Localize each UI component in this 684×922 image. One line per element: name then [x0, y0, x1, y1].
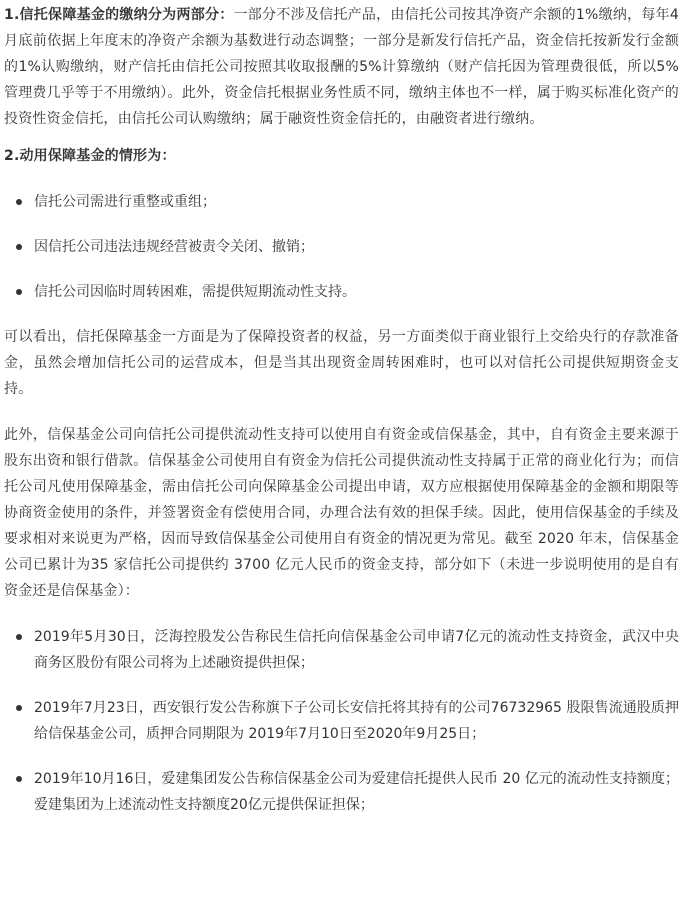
section2-heading: 2.动用保障基金的情形为：: [4, 148, 176, 164]
bullet-dot-icon: [16, 199, 22, 205]
paragraph-summary: 可以看出，信托保障基金一方面是为了保障投资者的权益，另一方面类似于商业银行上交给央行的存款准备金，虽然会增加信托公司的运营成本，但是当其出现资金周转困难时，也可以对信托公司提供短期资金支持。: [4, 329, 679, 397]
list-item: 信托公司因临时周转困难，需提供短期流动性支持。: [12, 279, 679, 305]
bullet-dot-icon: [16, 244, 22, 250]
bullet-dot-icon: [16, 289, 22, 295]
cases-list: [4, 624, 679, 818]
bullet-dot-icon: [16, 705, 22, 711]
list-item: 2019年7月23日，西安银行发公告称旗下子公司长安信托将其持有的公司76732965 股限售流通股质押给信保基金公司，质押合同期限为 2019年7月10日至2020年9月25日；: [12, 695, 679, 747]
section1-paragraph: [4, 2, 679, 132]
paragraph-liquidity-support: 此外，信保基金公司向信托公司提供流动性支持可以使用自有资金或信保基金，其中，自有资金主要来源于股东出资和银行借款。信保基金公司使用自有资金为信托公司提供流动性支持属于正常的商业化行为；而信托公司凡使用保障基金，需由信托公司向保障基金公司提出申请，双方应根据使用保障基金的金额和期限等协商资金使用的条件，并签署资金有偿使用合同，办理合法有效的担保手续。因此，使用信保基金的手续及要求相对来说更为严格，因而导致信保基金公司使用自有资金的情况更为常见。截至 2020 年末，信保基金公司已累计为35 家信托公司提供约 3700 亿元人民币的资金支持，部分如下（未进一步说明使用的是自有资金还是信保基金）：: [4, 427, 679, 599]
bullet-dot-icon: [16, 776, 22, 782]
list-item: 2019年10月16日，爱建集团发公告称信保基金公司为爱建信托提供人民币 20 亿元的流动性支持额度；爱建集团为上述流动性支持额度20亿元提供保证担保；: [12, 766, 679, 818]
list-item: 2019年5月30日，泛海控股发公告称民生信托向信保基金公司申请7亿元的流动性支持资金，武汉中央商务区股份有限公司将为上述融资提供担保；: [12, 624, 679, 676]
list-item: 信托公司需进行重整或重组；: [12, 189, 679, 215]
section1-text: 一部分不涉及信托产品，由信托公司按其净资产余额的1%缴纳，每年4月底前依据上年度末的净资产余额为基数进行动态调整；一部分是新发行信托产品，资金信托按新发行金额的1%认购缴纳，财产信托由信托公司按照其收取报酬的5%计算缴纳（财产信托因为管理费很低，所以5%管理费几乎等于不用缴纳）。此外，资金信托根据业务性质不同，缴纳主体也不一样，属于购买标准化资产的投资性资金信托，由信托公司认购缴纳；属于融资性资金信托的，由融资者进行缴纳。: [4, 7, 679, 127]
section1-heading: 1.信托保障基金的缴纳分为两部分：: [4, 7, 234, 23]
usage-conditions-list: [4, 189, 679, 305]
list-item: 因信托公司违法违规经营被责令关闭、撤销；: [12, 234, 679, 260]
bullet-dot-icon: [16, 634, 22, 640]
